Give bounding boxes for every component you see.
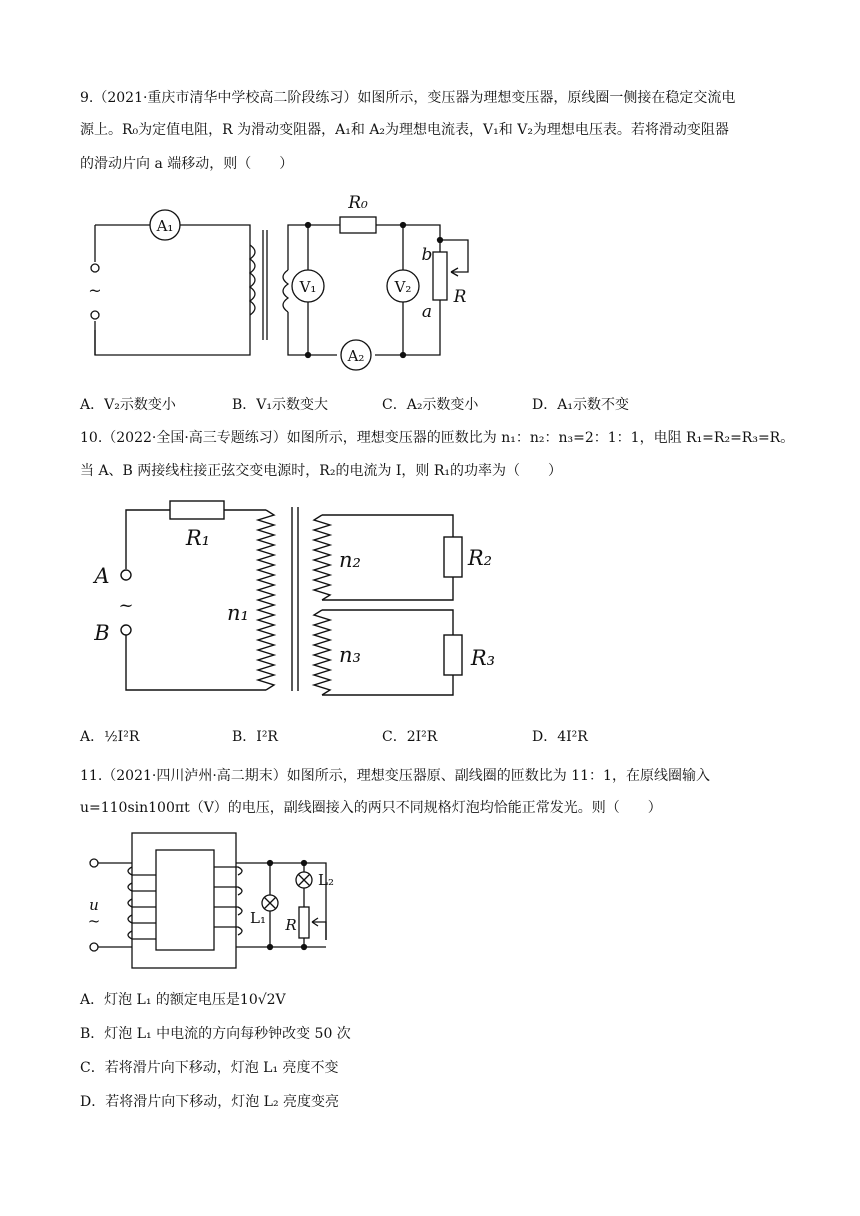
- q11-l2-label: L₂: [318, 871, 334, 889]
- q10-resistor-r3: [444, 635, 462, 675]
- q10-circuit-figure: [80, 495, 520, 700]
- q10-option-c[interactable]: C．2I²R: [382, 729, 438, 745]
- q9-circuit-figure: [80, 180, 500, 380]
- q11-text-line-1: 11.（2021·四川泸州·高二期末）如图所示，理想变压器原、副线圈的匝数比为 11：1，在原线圈输入: [80, 768, 710, 784]
- q9-primary-wire: [95, 225, 250, 355]
- q9-options: [80, 394, 780, 416]
- q9-text-line-2: 源上。R₀为定值电阻，R 为滑动变阻器，A₁和 A₂为理想电流表，V₁和 V₂为理想电压表。若将滑动变阻器: [80, 122, 729, 138]
- q9-terminal-top: [91, 264, 99, 272]
- q11-core-outer: [132, 833, 236, 968]
- q10-terminal-a: [121, 570, 131, 580]
- q10-options: [80, 726, 780, 748]
- q10-text-line-1: 10.（2022·全国·高三专题练习）如图所示，理想变压器的匝数比为 n₁：n₂：n₃=2：1：1，电阻 R₁=R₂=R₃=R。: [80, 430, 795, 446]
- q10-r1-label: R₁: [185, 526, 211, 550]
- q11-terminal-bottom: [90, 943, 98, 951]
- q10-terminal-b: [121, 625, 131, 635]
- q10-core: [292, 507, 298, 691]
- q9-a1-label: A₁: [156, 217, 174, 235]
- q10-option-a[interactable]: A．½I²R: [80, 729, 140, 745]
- q9-terminal-bottom: [91, 311, 99, 319]
- q9-option-d[interactable]: D．A₁示数不变: [532, 397, 629, 413]
- q10-secondary-coil-n3: [314, 610, 330, 695]
- q10-n2-label: n₂: [339, 548, 361, 572]
- q9-a-label: a: [421, 302, 433, 322]
- q10-resistor-r2: [444, 537, 462, 577]
- q9-resistor-r0: [340, 217, 376, 233]
- q9-secondary-coil: [283, 270, 288, 312]
- q11-text-line-2: u=110sin100πt（V）的电压，副线圈接入的两只不同规格灯泡均恰能正常发光。则（ ）: [80, 800, 662, 816]
- q9-rheostat-r: [433, 252, 447, 300]
- q11-core-inner: [156, 850, 214, 950]
- q11-rheostat-r: [299, 907, 309, 938]
- q11-ac-symbol: ~: [87, 912, 101, 930]
- q11-u-label: u: [89, 896, 99, 914]
- q9-primary-coil: [250, 245, 255, 315]
- q10-b-label: B: [94, 621, 110, 645]
- q9-option-b[interactable]: B．V₁示数变大: [232, 397, 329, 413]
- q10-a-label: A: [94, 564, 110, 588]
- q10-resistor-r1: [170, 501, 224, 519]
- q9-core: [263, 230, 267, 340]
- q11-terminal-top: [90, 859, 98, 867]
- q11-option-a[interactable]: A．灯泡 L₁ 的额定电压是10√2V: [80, 992, 286, 1008]
- q10-n1-label: n₁: [227, 601, 249, 625]
- q9-text-line-1: 9.（2021·重庆市清华中学校高二阶段练习）如图所示，变压器为理想变压器，原线圈一侧接在稳定交流电: [80, 90, 736, 106]
- q11-circuit-figure: [80, 825, 350, 975]
- q10-option-d[interactable]: D．4I²R: [532, 729, 588, 745]
- q11-option-c[interactable]: C．若将滑片向下移动，灯泡 L₁ 亮度不变: [80, 1060, 339, 1076]
- q10-n3-label: n₃: [339, 643, 361, 667]
- q9-r-label: R: [453, 287, 467, 307]
- q11-l1-label: L₁: [250, 909, 266, 927]
- q10-text-line-2: 当 A、B 两接线柱接正弦交变电源时，R₂的电流为 I，则 R₁的功率为（ ）: [80, 463, 563, 479]
- q9-ac-symbol: ~: [88, 281, 102, 300]
- q11-r-label: R: [285, 916, 297, 934]
- q9-r0-label: R₀: [348, 193, 368, 213]
- q11-option-d[interactable]: D．若将滑片向下移动，灯泡 L₂ 亮度变亮: [80, 1094, 340, 1110]
- q11-slider: [312, 918, 326, 940]
- q10-ac-symbol: ~: [118, 595, 134, 616]
- q9-text-line-3: 的滑动片向 a 端移动，则（ ）: [80, 156, 294, 172]
- q10-primary-coil: [258, 510, 274, 690]
- q9-option-c[interactable]: C．A₂示数变小: [382, 397, 479, 413]
- q9-v2-label: V₂: [394, 278, 412, 296]
- q10-option-b[interactable]: B．I²R: [232, 729, 278, 745]
- q10-secondary-coil-n2: [314, 515, 330, 600]
- q10-r3-label: R₃: [470, 646, 496, 670]
- q9-v1-label: V₁: [299, 278, 317, 296]
- q10-r2-label: R₂: [467, 546, 493, 570]
- q9-option-a[interactable]: A．V₂示数变小: [80, 397, 176, 413]
- q9-b-label: b: [421, 245, 433, 265]
- q9-a2-label: A₂: [347, 347, 365, 365]
- q11-option-b[interactable]: B．灯泡 L₁ 中电流的方向每秒钟改变 50 次: [80, 1026, 351, 1042]
- q11-secondary-wire: [236, 863, 326, 947]
- q11-secondary-coil: [214, 867, 242, 935]
